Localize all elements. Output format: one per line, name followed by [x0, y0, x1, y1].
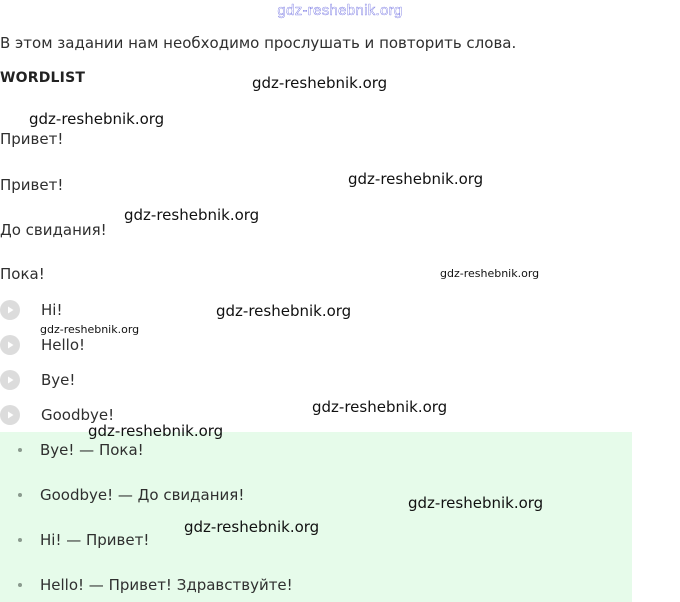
play-icon[interactable] [0, 370, 20, 390]
russian-word: До свидания! [0, 221, 107, 239]
watermark-text: gdz-reshebnik.org [348, 170, 484, 188]
play-icon[interactable] [0, 405, 20, 425]
translation-text: Hi! — Привет! [40, 531, 150, 549]
watermark-text: gdz-reshebnik.org [184, 518, 320, 536]
english-word: Bye! [41, 371, 76, 389]
bullet-icon [18, 583, 22, 587]
english-word: Goodbye! [41, 406, 115, 424]
task-intro-text: В этом задании нам необходимо прослушать и повторить слова. [0, 34, 517, 52]
watermark-text: gdz-reshebnik.org [408, 494, 544, 512]
bullet-icon [18, 538, 22, 542]
translation-text: Bye! — Пока! [40, 441, 144, 459]
list-item [0, 530, 149, 550]
bullet-icon [18, 448, 22, 452]
russian-word: Привет! [0, 176, 64, 194]
watermark-text: gdz-reshebnik.org [216, 302, 352, 320]
translation-text: Goodbye! — До свидания! [40, 486, 245, 504]
list-item [0, 485, 244, 505]
site-header-watermark: gdz-reshebnik.org [277, 2, 403, 19]
audio-word-row [0, 368, 75, 392]
watermark-text: gdz-reshebnik.org [29, 110, 165, 128]
russian-word: Привет! [0, 130, 64, 148]
audio-word-row [0, 333, 85, 357]
english-word: Hello! [41, 336, 86, 354]
watermark-text: gdz-reshebnik.org [40, 323, 140, 336]
watermark-text: gdz-reshebnik.org [252, 74, 388, 92]
play-icon[interactable] [0, 335, 20, 355]
watermark-text: gdz-reshebnik.org [88, 422, 224, 440]
wordlist-heading: WORDLIST [0, 70, 86, 86]
russian-word: Пока! [0, 265, 45, 283]
list-item [0, 440, 144, 460]
list-item [0, 575, 293, 595]
watermark-text: gdz-reshebnik.org [440, 267, 540, 280]
play-icon[interactable] [0, 300, 20, 320]
watermark-text: gdz-reshebnik.org [124, 206, 260, 224]
audio-word-row [0, 298, 62, 322]
translation-text: Hello! — Привет! Здравствуйте! [40, 576, 293, 594]
watermark-text: gdz-reshebnik.org [312, 398, 448, 416]
bullet-icon [18, 493, 22, 497]
english-word: Hi! [41, 301, 63, 319]
translations-box [0, 432, 632, 602]
